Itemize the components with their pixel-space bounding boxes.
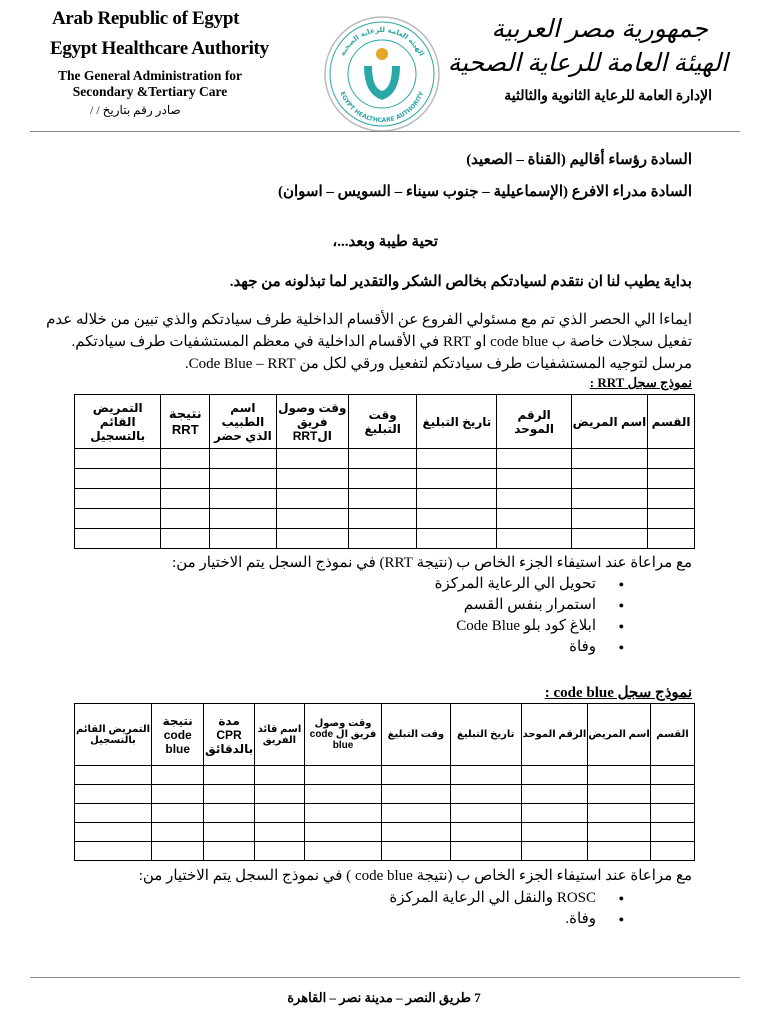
codeblue-register-table: [74, 703, 695, 861]
header-authority-en: Egypt Healthcare Authority: [50, 38, 269, 59]
codeblue-blank-row[interactable]: [75, 842, 695, 861]
rrt-register-table: [74, 394, 695, 549]
paragraph-1-line-2: تفعيل سجلات خاصة ب code blue او RRT في الأقسام الداخلية في معظم المستشفيات طرف سيادتكم.: [71, 334, 692, 350]
rrt-col-report-time: وقت التبليغ: [348, 395, 416, 449]
rrt-blank-row[interactable]: [75, 469, 695, 489]
rrt-col-doctor-name: اسم الطبيب الذي حضر: [210, 395, 277, 449]
codeblue-options-list: [389, 888, 624, 930]
recipient-line-1: السادة رؤساء أقاليم (القناة – الصعيد): [466, 152, 692, 168]
rrt-col-arrival-time: وقت وصول فريق الRRT: [276, 395, 348, 449]
logo-text-en: EGYPT HEALTHCARE AUTHORITY: [338, 90, 426, 125]
authority-logo: [322, 14, 442, 134]
rrt-col-patient-name: اسم المريض: [571, 395, 647, 449]
codeblue-blank-row[interactable]: [75, 785, 695, 804]
cb-col-cpr-duration: مدة CPR بالدقائق: [204, 704, 254, 766]
rrt-col-report-date: تاريخ التبليغ: [417, 395, 497, 449]
codeblue-blank-row[interactable]: [75, 823, 695, 842]
rrt-table-title: نموذج سجل RRT :: [589, 375, 692, 390]
intro-line: بداية يطيب لنا ان نتقدم لسيادتكم بخالص الشكر والتقدير لما تبذلونه من جهد.: [229, 274, 692, 290]
cb-col-patient-name: اسم المريض: [588, 704, 651, 766]
rrt-blank-row[interactable]: [75, 509, 695, 529]
rrt-option: ● تحويل الي الرعاية المركزة: [435, 574, 624, 595]
codeblue-blank-row[interactable]: [75, 804, 695, 823]
rrt-blank-row[interactable]: [75, 449, 695, 469]
rrt-option: ● ابلاغ كود بلو Code Blue: [435, 616, 624, 637]
footer-address: 7 طريق النصر – مدينة نصر – القاهرة: [287, 990, 481, 1005]
header-country-en: Arab Republic of Egypt: [52, 8, 240, 29]
recipient-line-2: السادة مدراء الافرع (الإسماعيلية – جنوب سيناء – السويس – اسوان): [277, 184, 692, 200]
rrt-option: ● وفاة: [435, 637, 624, 658]
rrt-blank-row[interactable]: [75, 489, 695, 509]
footer-divider: [30, 977, 740, 978]
cb-col-arrival-time: وقت وصول فريق ال code blue: [305, 704, 382, 766]
rrt-col-unified-number: الرقم الموحد: [497, 395, 571, 449]
cb-col-department: القسم: [650, 704, 694, 766]
codeblue-table-title: نموذج سجل code blue :: [544, 685, 692, 701]
codeblue-note: مع مراعاة عند استيفاء الجزء الخاص ب (نتيجة code blue ) في نموذج السجل يتم الاختيار من:: [138, 868, 692, 884]
reference-line: صادر رقم بتاريخ / /: [90, 103, 181, 117]
rrt-header-row: [75, 395, 695, 449]
cb-col-report-time: وقت التبليغ: [382, 704, 451, 766]
codeblue-blank-row[interactable]: [75, 766, 695, 785]
cb-col-unified-number: الرقم الموحد: [521, 704, 588, 766]
rrt-col-nurse: التمريض القائم بالتسجيل: [75, 395, 161, 449]
header-administration-ar: الإدارة العامة للرعاية الثانوية والثالثية: [504, 89, 712, 104]
header-country-ar: جمهورية مصر العربية: [491, 16, 708, 43]
cb-col-leader-name: اسم قائد الفريق: [254, 704, 304, 766]
rrt-note: مع مراعاة عند استيفاء الجزء الخاص ب (نتيجة RRT) في نموذج السجل يتم الاختيار من:: [172, 555, 692, 571]
header-administration-en: The General Administration for Secondary &Tertiary Care: [57, 68, 243, 99]
rrt-options-list: [435, 574, 624, 658]
codeblue-header-row: [75, 704, 695, 766]
rrt-col-department: القسم: [648, 395, 695, 449]
codeblue-option: ● وفاة.: [389, 909, 624, 930]
cb-col-result: نتيجة code blue: [152, 704, 204, 766]
rrt-blank-row[interactable]: [75, 529, 695, 549]
rrt-col-result: نتيجة RRT: [161, 395, 210, 449]
header-authority-ar: الهيئة العامة للرعاية الصحية: [447, 50, 728, 77]
codeblue-option: ● ROSC والنقل الي الرعاية المركزة: [389, 888, 624, 909]
paragraph-2: مرسل لتوجيه المستشفيات طرف سيادتكم لتفعيل ورقي لكل من Code Blue – RRT.: [184, 356, 692, 372]
header-divider: [30, 131, 740, 132]
logo-text-ar: الهيئة العامة للرعاية الصحية: [338, 25, 426, 58]
cb-col-report-date: تاريخ التبليغ: [450, 704, 521, 766]
greeting: تحية طيبة وبعد...،: [332, 234, 438, 250]
rrt-option: ● استمرار بنفس القسم: [435, 595, 624, 616]
paragraph-1-line-1: ايماءا الي الحصر الذي تم مع مسئولي الفروع عن الأقسام الداخلية طرف سيادتكم والذي تبين من خلاله عدم: [46, 312, 692, 328]
cb-col-nurse: التمريض القائم بالتسجيل: [75, 704, 152, 766]
